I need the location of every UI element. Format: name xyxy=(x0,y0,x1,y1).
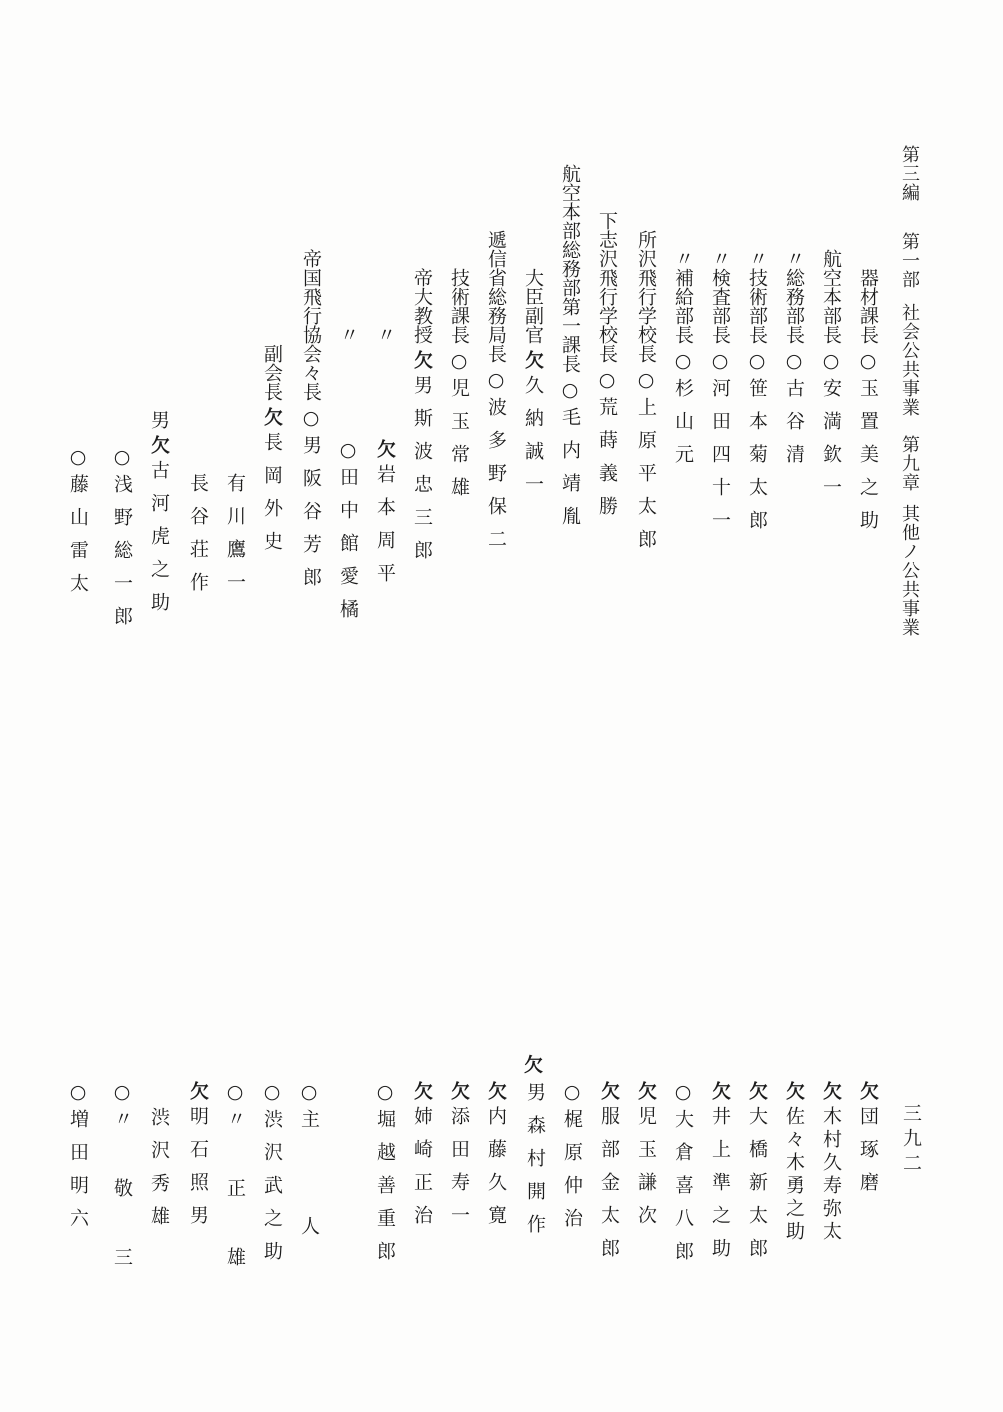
entry-name: 藤山雷太 xyxy=(67,474,89,606)
entry-role: 副会長 xyxy=(261,344,283,401)
entry-name: 児玉謙次 xyxy=(635,1106,657,1238)
entry-name: 古河虎之助 xyxy=(148,460,170,625)
upper-entry xyxy=(68,440,87,606)
page-number: 三九二 xyxy=(900,1103,922,1178)
entry-name: 荒蒔義勝 xyxy=(596,397,618,529)
lower-entry xyxy=(673,1075,692,1274)
entry-name: 〃正雄 xyxy=(224,1109,246,1316)
entry-role: 航空本部総務部第一課長 xyxy=(559,164,581,373)
entry-mark: 欠 xyxy=(820,1081,842,1100)
entry-name: 男斯波忠三郎 xyxy=(411,375,433,573)
lower-entry xyxy=(486,1075,505,1238)
entry-role: 大臣副官 xyxy=(522,268,544,344)
upper-entry xyxy=(338,325,357,632)
entry-name: 河田四十一 xyxy=(709,378,731,543)
lower-entry xyxy=(636,1075,655,1238)
entry-name: 長岡外史 xyxy=(261,432,283,564)
header-volume: 第三編 xyxy=(899,145,920,202)
entry-name: 内藤久寛 xyxy=(485,1106,507,1238)
entry-name: 波多野保二 xyxy=(485,397,507,562)
entry-mark: ○ xyxy=(224,1081,246,1103)
entry-name: 上原平太郎 xyxy=(635,397,657,562)
entry-role: 下志沢飛行学校長 xyxy=(596,211,618,363)
entry-mark: 欠 xyxy=(148,435,170,454)
entry-mark: ○ xyxy=(709,350,731,372)
header-subject: 社会公共事業 xyxy=(899,303,920,417)
entry-mark: ○ xyxy=(300,407,322,429)
entry-name: 古谷清 xyxy=(783,378,805,477)
entry-name: 久納誠一 xyxy=(522,375,544,507)
lower-entry xyxy=(710,1075,729,1271)
lower-entry xyxy=(299,1075,318,1323)
entry-mark: 欠 xyxy=(857,1081,879,1100)
upper-entry xyxy=(486,230,505,562)
entry-mark: 欠 xyxy=(411,1081,433,1100)
entry-name: 増田明六 xyxy=(67,1109,89,1241)
entry-name: 姉崎正治 xyxy=(411,1106,433,1238)
entry-mark: ○ xyxy=(746,350,768,372)
entry-mark: ○ xyxy=(337,439,359,461)
upper-entry xyxy=(412,268,431,573)
entry-name: 岩本周平 xyxy=(374,464,396,596)
entry-mark: 欠 xyxy=(746,1081,768,1100)
entry-role: 技術課長 xyxy=(448,268,470,344)
entry-name: 井上準之助 xyxy=(709,1106,731,1271)
header-chapter: 第九章 xyxy=(899,435,920,492)
header-part: 第一部 xyxy=(899,232,920,289)
entry-name: 服部金太郎 xyxy=(598,1106,620,1271)
entry-mark: ○ xyxy=(783,350,805,372)
lower-entry xyxy=(149,1107,168,1239)
entry-name: 主人 xyxy=(298,1109,320,1323)
entry-name: 毛内靖胤 xyxy=(559,407,581,539)
entry-name: 団琢磨 xyxy=(857,1106,879,1205)
entry-name: 佐々木勇之助 xyxy=(783,1106,805,1244)
entry-name: 児玉常雄 xyxy=(448,378,470,510)
entry-name: 大橋新太郎 xyxy=(746,1106,768,1271)
upper-entry xyxy=(262,344,281,564)
entry-name: 長谷荘作 xyxy=(187,473,209,605)
entry-name: 浅野総一郎 xyxy=(111,474,133,639)
upper-entry xyxy=(858,268,877,543)
entry-mark: ○ xyxy=(561,1081,583,1103)
entry-name: 〃敬三 xyxy=(111,1109,133,1316)
entry-mark: ○ xyxy=(261,1081,283,1103)
lower-entry xyxy=(225,1075,244,1316)
lower-entry xyxy=(188,1075,207,1238)
entry-mark: 欠 xyxy=(598,1081,620,1100)
entry-name: 杉山元 xyxy=(672,378,694,477)
upper-entry xyxy=(747,249,766,543)
entry-name: 安満欽一 xyxy=(820,378,842,510)
lower-entry xyxy=(858,1075,877,1205)
entry-mark: ○ xyxy=(857,350,879,372)
entry-role: 帝大教授 xyxy=(411,268,433,344)
entry-role: 男 xyxy=(148,410,170,429)
upper-entry xyxy=(449,268,468,510)
upper-entry xyxy=(636,230,655,562)
entry-role: 所沢飛行学校長 xyxy=(635,230,657,363)
entry-mark: ○ xyxy=(111,446,133,468)
upper-entry xyxy=(523,268,542,507)
entry-mark: ○ xyxy=(374,1081,396,1103)
entry-role: 〃検査部長 xyxy=(709,249,731,344)
entry-name: 渋沢秀雄 xyxy=(148,1107,170,1239)
entry-mark: 欠 xyxy=(522,350,544,369)
upper-entry xyxy=(821,249,840,510)
upper-entry xyxy=(597,211,616,529)
entry-role: 航空本部長 xyxy=(820,249,842,344)
entry-mark: ○ xyxy=(559,379,581,401)
entry-name: 有川鷹一 xyxy=(224,473,246,605)
entry-name: 玉置美之助 xyxy=(857,378,879,543)
entry-mark: 欠 xyxy=(261,407,283,426)
entry-mark: ○ xyxy=(820,350,842,372)
entry-mark: ○ xyxy=(672,350,694,372)
entry-mark: ○ xyxy=(596,369,618,391)
entry-role: 〃 xyxy=(337,325,359,344)
lower-entry xyxy=(821,1075,840,1244)
upper-entry xyxy=(149,410,168,625)
entry-role: 帝国飛行協会々長 xyxy=(300,249,322,401)
entry-mark: 欠 xyxy=(448,1081,470,1100)
entry-role: 〃技術部長 xyxy=(746,249,768,344)
entry-role: 器材課長 xyxy=(857,268,879,344)
entry-mark: ○ xyxy=(298,1081,320,1103)
lower-entry xyxy=(112,1075,131,1316)
entry-mark: ○ xyxy=(67,446,89,468)
entry-name: 添田寿一 xyxy=(448,1106,470,1238)
upper-entry xyxy=(784,249,803,477)
entry-mark: ○ xyxy=(485,369,507,391)
upper-entry xyxy=(225,473,244,605)
entry-name: 梶原仲治 xyxy=(561,1109,583,1241)
upper-entry xyxy=(560,164,579,539)
upper-entry xyxy=(188,473,207,605)
entry-mark: ○ xyxy=(111,1081,133,1103)
entry-name: 渋沢武之助 xyxy=(261,1109,283,1274)
entry-mark: ○ xyxy=(635,369,657,391)
entry-mark: 欠 xyxy=(411,350,433,369)
entry-mark: 欠 xyxy=(187,1081,209,1100)
entry-mark: 欠 xyxy=(485,1081,507,1100)
lower-entry xyxy=(784,1075,803,1244)
entry-role: 〃補給部長 xyxy=(672,249,694,344)
lower-entry xyxy=(262,1075,281,1274)
entry-name: 木村久寿弥太 xyxy=(820,1106,842,1244)
lower-entry xyxy=(562,1075,581,1241)
upper-entry xyxy=(710,249,729,543)
lower-entry xyxy=(449,1075,468,1238)
entry-name: 明石照男 xyxy=(187,1106,209,1238)
entry-name: 男阪谷芳郎 xyxy=(300,435,322,600)
entry-mark: ○ xyxy=(672,1081,694,1103)
running-header xyxy=(900,145,918,637)
lower-entry xyxy=(747,1075,766,1271)
upper-entry xyxy=(301,249,320,600)
entry-mark: 欠 xyxy=(709,1081,731,1100)
upper-entry xyxy=(375,325,394,596)
entry-mark: 欠 xyxy=(635,1081,657,1100)
upper-entry xyxy=(112,440,131,639)
entry-role: 〃 xyxy=(374,325,396,344)
entry-name: 田中館愛橘 xyxy=(337,467,359,632)
entry-mark: ○ xyxy=(67,1081,89,1103)
entry-name: 大倉喜八郎 xyxy=(672,1109,694,1274)
entry-name: 男森村開作 xyxy=(524,1082,546,1247)
entry-role: 〃総務部長 xyxy=(783,249,805,344)
lower-entry xyxy=(525,1082,544,1247)
entry-name: 笹本菊太郎 xyxy=(746,378,768,543)
lower-top-mark: 欠 xyxy=(524,1054,544,1076)
entry-role: 遞信省総務局長 xyxy=(485,230,507,363)
entry-mark: ○ xyxy=(448,350,470,372)
lower-entry xyxy=(599,1075,618,1271)
entry-mark: 欠 xyxy=(374,439,396,458)
entry-mark: 欠 xyxy=(783,1081,805,1100)
entry-name: 堀越善重郎 xyxy=(374,1109,396,1274)
lower-entry xyxy=(68,1075,87,1241)
upper-entry xyxy=(673,249,692,477)
header-chapter-title: 其他ノ公共事業 xyxy=(899,504,920,637)
lower-entry xyxy=(375,1075,394,1274)
lower-entry xyxy=(412,1075,431,1238)
